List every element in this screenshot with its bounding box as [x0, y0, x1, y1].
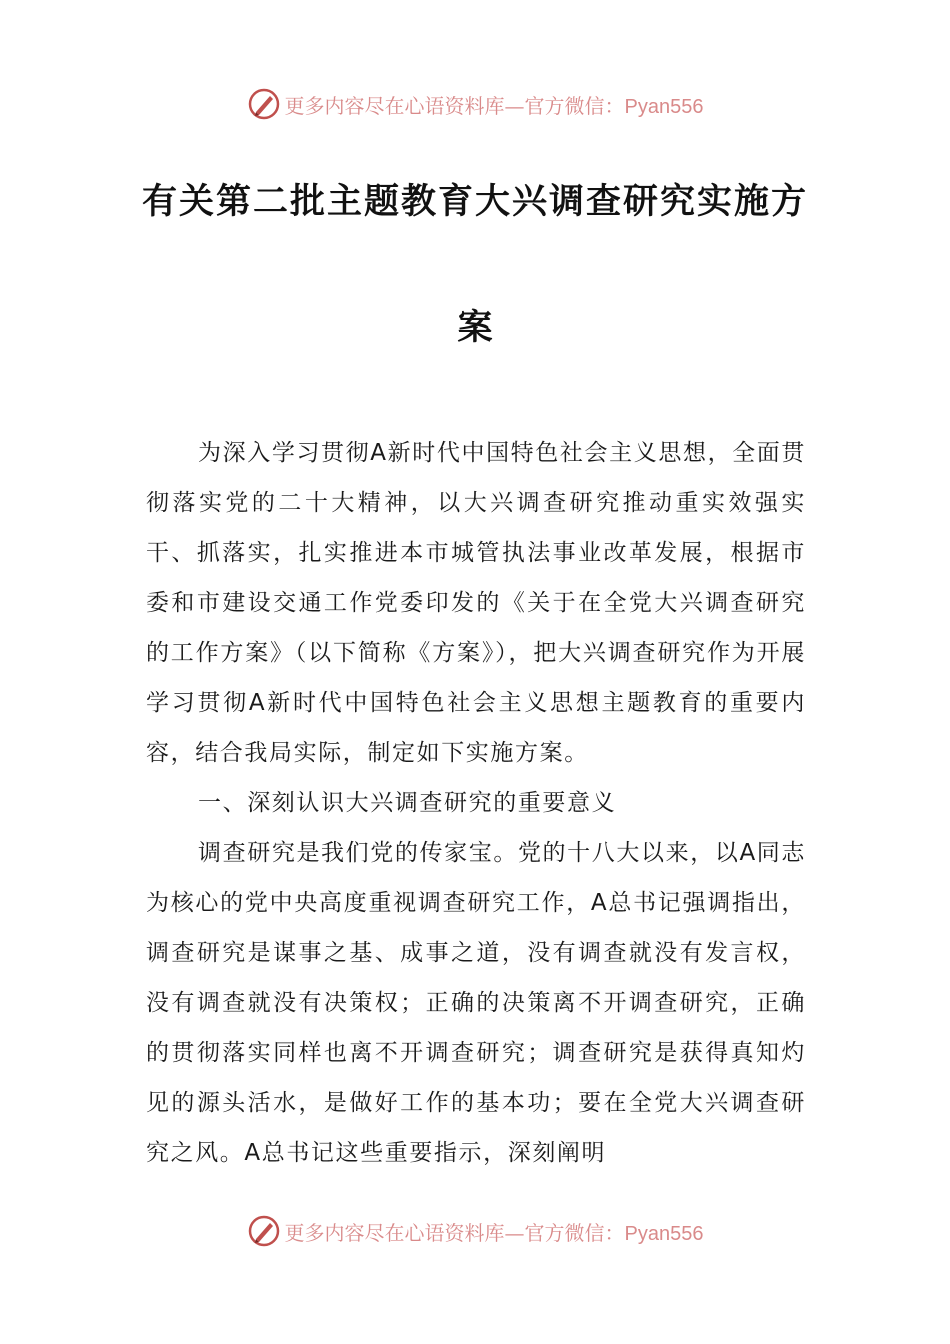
document-body — [146, 428, 806, 1178]
paragraph-intro: 为深入学习贯彻A新时代中国特色社会主义思想，全面贯彻落实党的二十大精神，以大兴调查研究推动重实效强实干、抓落实，扎实推进本市城管执法事业改革发展，根据市委和市建设交通工作党委印发的《关于在全党大兴调查研究的工作方案》（以下简称《方案》），把大兴调查研究作为开展学习贯彻A新时代中国特色社会主义思想主题教育的重要内容，结合我局实际，制定如下实施方案。 — [146, 440, 806, 766]
section-heading-1: 一、深刻认识大兴调查研究的重要意义 — [198, 790, 617, 816]
watermark-text: 更多内容尽在心语资料库—官方微信：Pyan556 — [284, 1220, 704, 1245]
paragraph-section-1: 调查研究是我们党的传家宝。党的十八大以来，以A同志为核心的党中央高度重视调查研究工作，A总书记强调指出，调查研究是谋事之基、成事之道，没有调查就没有发言权，没有调查就没有决策权；正确的决策离不开调查研究，正确的贯彻落实同样也离不开调查研究；调查研究是获得真知灼见的源头活水，是做好工作的基本功；要在全党大兴调查研究之风。A总书记这些重要指示，深刻阐明 — [146, 840, 806, 1166]
wechat-id: Pyan556 — [624, 95, 704, 118]
watermark-text: 更多内容尽在心语资料库—官方微信：Pyan556 — [284, 93, 704, 118]
pen-logo-icon — [247, 1214, 281, 1248]
watermark-banner-bottom — [0, 1209, 950, 1253]
document-title-line2: 案 — [457, 308, 493, 348]
document-title-line1: 有关第二批主题教育大兴调查研究实施方 — [141, 182, 808, 222]
watermark-banner-top — [0, 82, 950, 126]
wechat-id: Pyan556 — [624, 1222, 704, 1245]
pen-logo-icon — [247, 87, 281, 121]
